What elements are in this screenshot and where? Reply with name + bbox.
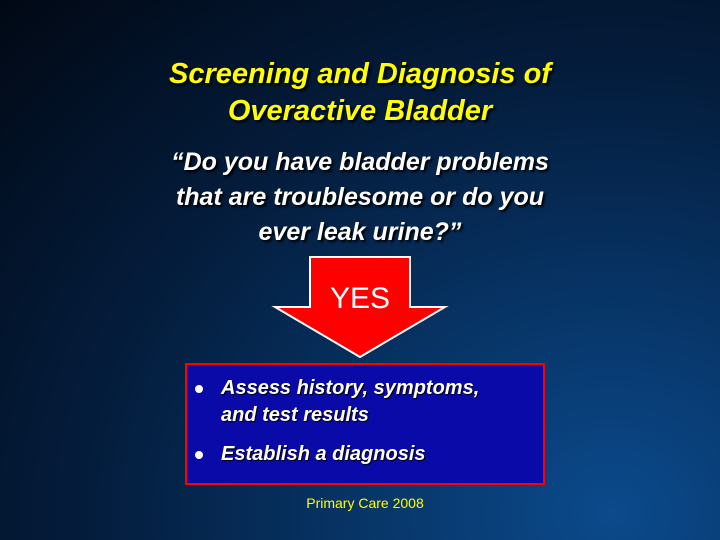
source-citation: Primary Care 2008 [306,495,424,511]
step-text: Assess history, symptoms, and test results [221,377,480,426]
bullet-icon [195,451,203,459]
diagnosis-steps-box [185,363,545,485]
yes-label: YES [329,282,391,315]
bullet-icon [195,385,203,393]
slide-title: Screening and Diagnosis of Overactive Bladder [169,58,551,127]
screening-question: “Do you have bladder problems that are troublesome or do you ever leak urine?” [171,148,549,246]
step-text: Establish a diagnosis [221,443,426,465]
